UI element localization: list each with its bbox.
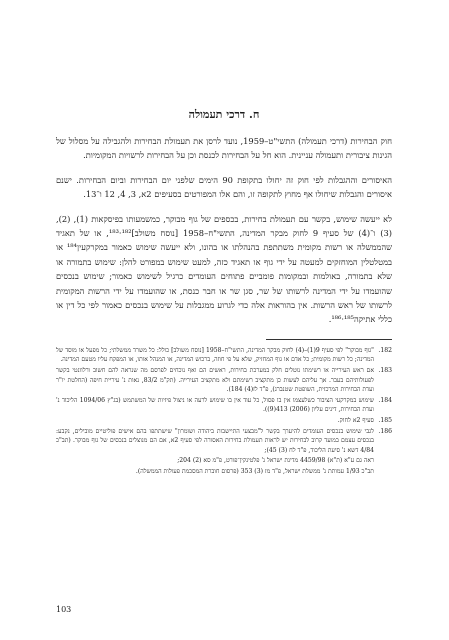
footnote-text: שימוש במקרקעי הציבור כשלעצמו אין בו פסול, כל עוד אין בו שימוש לרעה או ניצול פיזיות של המשתמש (בג"ץ 1094/06 הליכוד נ' ועדת הבחירות, דינים עליון (2006) 413(9)). bbox=[56, 396, 375, 414]
footnote-184 bbox=[56, 396, 392, 415]
footnote-text: ראה גם ע"א (ת"א) 4459/98 מדינת ישראל נ' פלטינקין־פורט, פ"מ סא (2) 204; bbox=[177, 457, 374, 465]
paragraph-2: האיסורים וההגבלות לפי חוק זה יחולו בתקופת 90 הימים שלפני יום הבחירות וביום הבחירות. ישנם איסורים והגבלות שיחולו אף מחוץ לתקופה זו, והם אלו המפורטים בסעיפים 2א, 3, 4, 12 ו־13. bbox=[56, 174, 392, 200]
footnote-number: 186. bbox=[378, 427, 392, 435]
footnote-text: "גוף מבוקר" לפי סעיף 9(1)–(4) לחוק מבקר המדינה, התשי"ח–1958 [נוסח משולב] כולל: כל משרד ממשלתי; כל מפעל או מוסד של המדינה; כל רשות מקומית; כל אדם או גוף המחזיק, שלא על פי חוזה, ברכוש המדינה, או המנהל אותו, או המפקח עליו מטעם המדינה. bbox=[56, 346, 374, 364]
footnote-number bbox=[374, 467, 392, 477]
footnote-186-continued-1 bbox=[56, 456, 392, 466]
footnotes-block bbox=[56, 346, 392, 477]
section-title: ח. דרכי תעמולה bbox=[188, 108, 260, 121]
footnote-186 bbox=[56, 427, 392, 456]
footnote-number: 184. bbox=[378, 396, 392, 404]
footnote-text: תב"כ 1/93 עמותת נ' ממשלת ישראל, פ"ד מז (3) 353 (פרסום חוברת המסכמת פעולות הממשלה). bbox=[135, 468, 374, 475]
footnote-number bbox=[374, 456, 392, 466]
footnote-text: לגבי שימוש בנכסים העומדים להיערך בקשר ל"מבצעי התיישבות ביהודה ושומרון" שישתתפו בהם אישים פוליטיים מובילים, נקבע: בנכסים עצמם במועד קרוב לבחירות יש לראות תעמולת בחירות האסורה לפי סעיף 2א, אם הם מנוצלים בנכסים של גוף מבוקר. (תב"כ 4/84 דשא נ' סיעת הליכוד, פ"ד לח (3) 45); bbox=[56, 427, 374, 454]
footnote-divider bbox=[266, 339, 392, 340]
footnote-183 bbox=[56, 366, 392, 395]
footnote-number: 183. bbox=[378, 367, 392, 375]
footnote-185 bbox=[56, 416, 392, 426]
footnote-number: 182. bbox=[378, 346, 392, 354]
footnote-186-continued-2 bbox=[56, 467, 392, 477]
footnote-number: 185. bbox=[378, 417, 392, 425]
footnote-182 bbox=[56, 346, 392, 365]
paragraph-3: לא ייעשה שימוש, בקשר עם תעמולת בחירות, בכספים של גוף מבוקר, כמשמעותו בפיסקאות (1), (2), (3) ו־(4) של סעיף 9 לחוק מבקר המדינה, התשי"ח–1958 [נוסח משולב]¹⁸²·¹⁸³, או של תאגיד שהממשלה או רשות מקומית משתתפת בהנהלתו או בהונו, ולא ייעשה שימוש כאמור במקרקעין¹⁸⁴ או במטלטלין המוחזקים למעטה על ידי גוף או תאגיד כזה, למעט שימוש במפורט להלן: שימוש בתמורה או שלא בתמורה, באולמות ובמקומות פומביים פתוחים העומדים כרגיל לשימוש כאמור; שימוש בנכסים שהועמדו על ידי המדינה לרשותו של שר, סגן שר או חבר כנסת, או שהועמדו על ידי הרשות המקומית לרשותו של ראש הרשות. אין בהוראות אלה כדי לגרוע ממגבלות על שימוש בנכסים כאמור לפי כל דין או כללי אתיקה¹⁸⁵·¹⁸⁶. bbox=[56, 213, 392, 325]
footnote-text: אם ראש העירייה או רשימתו נוטלים חלק במערכת בחירות, ראשים הם ואף נוכחים לפרסם מה שנראה להם חשוב ורלוונטי בקשר לפעולותיהם בעבר. אך עליהם לעשות כן מתקציב רשימתם ולא מתקציב העירייה. (תק"מ 83/2, נאות נ' עיריית חיפה (החלטת יו"ר ועדת הבחירות המרכזית, השופטת שטנברג), פ"ד לז(4) 184). bbox=[56, 367, 374, 394]
document-page bbox=[56, 108, 392, 478]
page-number: 103 bbox=[56, 605, 72, 614]
footnote-text: סעיף 2א לחוק. bbox=[337, 417, 374, 425]
paragraph-1: חוק הבחירות (דרכי תעמולה) התשי"ט–1959, נועד לרסן את תעמולת הבחירות ולהגבילה על מסלול של הגינות ציבורית ותעמולה עניינית. הוא חל על הבחירות לכנסת וכן על הבחירות לרשויות המקומיות. bbox=[56, 136, 393, 161]
